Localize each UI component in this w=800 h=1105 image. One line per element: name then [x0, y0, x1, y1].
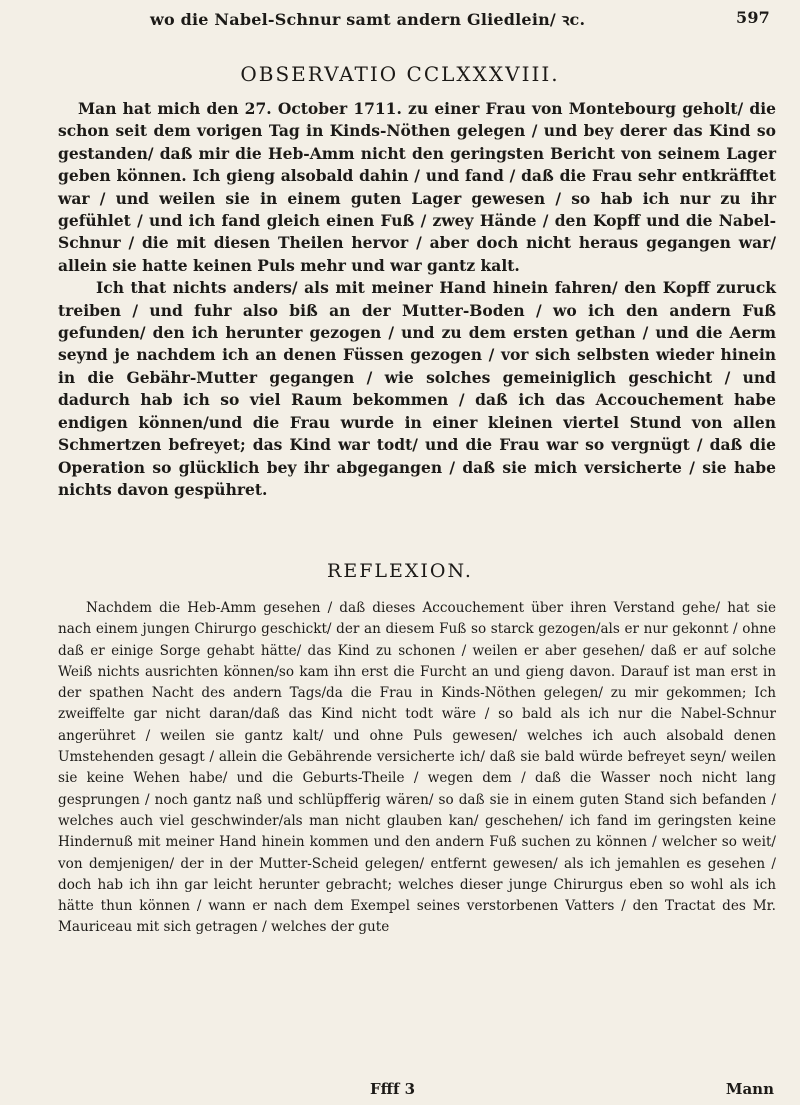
reflexion-paragraph: Nachdem die Heb-Amm gesehen / daß dieses Accouchement über ihren Verstand gehe/ hat sie nach einem jungen Chirurgo geschickt/ der an diesem Fuß so starck gezogen/als er nur gekonnt / ohne daß er einige Sorge gehabt hätte/ das Kind zu schonen / weilen er aber gesehen/ daß er auf solche Weiß nichts ausrichten können/so kam ihn erst die Furcht an und gieng davon. Darauf ist man erst in der spathen Nacht des andern Tags/da die Frau in Kinds-Nöthen gelegen/ zu mir gekommen; Ich zweiffelte gar nicht daran/daß das Kind nicht todt wäre / so bald als ich nur die Nabel-Schnur angerühret / weilen sie gantz kalt/ und ohne Puls gewesen/ welches ich auch alsobald denen Umstehenden gesagt / allein die Gebährende versicherte ich/ daß sie bald würde befreyet seyn/ weilen sie keine Wehen habe/ und die Geburts-Theile / wegen dem / daß die Wasser noch nicht lang gesprungen / noch gantz naß und schlüpfferig wären/ so daß sie in einem guten Stand sich befanden / welches auch viel geschwinder/als man nicht glauben kan/ geschehen/ ich fand im geringsten keine Hindernuß mit meiner Hand hinein kommen und den andern Fuß suchen zu können / welcher so weit/ von demjenigen/ der in der Mutter-Scheid gelegen/ entfernt gewesen/ als ich jemahlen es gesehen / doch hab ich ihn gar leicht herunter gebracht; welches dieser junge Chirurgus eben so wohl als ich hätte thun können / wann er nach dem Exempel seines verstorbenen Vatters / den Tractat des Mr. Mauriceau mit sich getragen / welches der gute [58, 600, 776, 936]
observation-body [58, 98, 776, 501]
observation-heading: OBSERVATIO CCLXXXVIII. [240, 62, 560, 86]
running-head-title: wo die Nabel-Schnur samt andern Gliedlein/ ꝛc. [150, 10, 586, 29]
reflexion-heading: REFLEXION. [327, 560, 473, 582]
observation-paragraph-1: Man hat mich den 27. October 1711. zu einer Frau von Montebourg geholt/ die schon seit dem vorigen Tag in Kinds-Nöthen gelegen / und bey derer das Kind so gestanden/ daß mir die Heb-Amm nicht den geringsten Bericht von seinem Lager geben können. Ich gieng alsobald dahin / und fand / daß die Frau sehr entkräfftet war / und weilen sie in einem guten Lager gewesen / so hab ich nur zu ihr gefühlet / und ich fand gleich einen Fuß / zwey Hände / den Kopff und die Nabel-Schnur / die mit diesen Theilen hervor / aber doch nicht heraus gegangen war/ allein sie hatte keinen Puls mehr und war gantz kalt. [58, 99, 776, 275]
observation-paragraph-2: Ich that nichts anders/ als mit meiner Hand hinein fahren/ den Kopff zuruck treiben / und fuhr also biß an der Mutter-Boden / wo ich den andern Fuß gefunden/ den ich herunter gezogen / und zu dem ersten gethan / und die Aerm seynd je nachdem ich an denen Füssen gezogen / vor sich selbsten wieder hinein in die Gebähr-Mutter gegangen / wie solches gemeiniglich geschicht / und dadurch hab ich so viel Raum bekommen / daß ich das Accouchement habe endigen können/und die Frau wurde in einer kleinen viertel Stund von allen Schmertzen befreyet; das Kind war todt/ und die Frau war so vergnügt / daß die Operation so glücklich bey ihr abgegangen / daß sie mich versicherte / sie habe nichts davon gespühret. [58, 278, 776, 499]
signature-mark: Ffff 3 [370, 1080, 416, 1098]
catchword: Mann [725, 1080, 774, 1098]
page-number: 597 [736, 8, 770, 27]
